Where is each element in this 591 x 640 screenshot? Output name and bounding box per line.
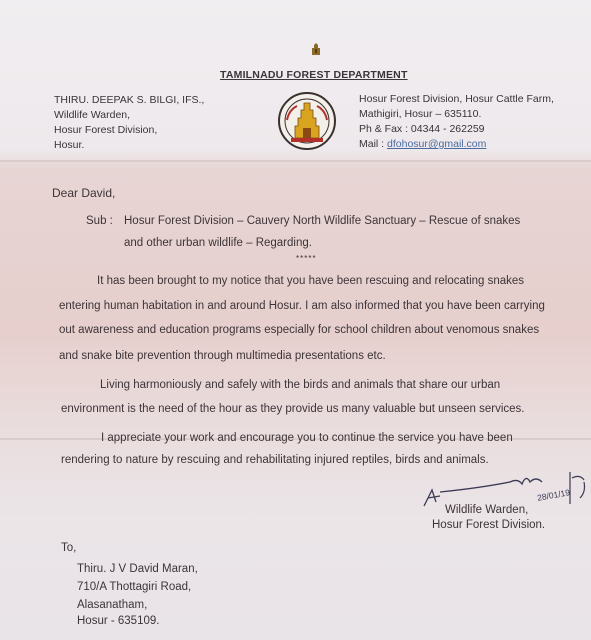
office-mail xyxy=(359,137,554,152)
subject-label: Sub : xyxy=(86,215,113,227)
paragraph-1-line: out awareness and education programs especially for school children about venomous snakes xyxy=(59,324,540,336)
paragraph-3-line: rendering to nature by rescuing and rehabilitating injured reptiles, birds and animals. xyxy=(61,454,489,466)
sender-city: Hosur. xyxy=(54,139,85,151)
sender-designation: Wildlife Warden, xyxy=(54,109,131,121)
separator: ***** xyxy=(296,254,317,263)
recipient-line: Alasanatham, xyxy=(77,599,148,611)
signature-date: 28/01/19 xyxy=(536,487,571,503)
recipient-line: 710/A Thottagiri Road, xyxy=(77,581,192,593)
sender-block xyxy=(54,93,204,153)
office-line-1: Hosur Forest Division, Hosur Cattle Farm, xyxy=(359,93,554,105)
office-address-block xyxy=(359,92,554,152)
office-line-2: Mathigiri, Hosur – 635110. xyxy=(359,108,482,120)
recipient-line: Hosur - 635109. xyxy=(77,615,160,627)
salutation: Dear David, xyxy=(52,186,116,200)
signatory-title: Wildlife Warden, xyxy=(445,504,529,516)
office-phone: Ph & Fax : 04344 - 262259 xyxy=(359,123,485,135)
recipient-line: Thiru. J V David Maran, xyxy=(77,563,198,575)
small-emblem-icon xyxy=(310,42,322,56)
tamilnadu-emblem-icon xyxy=(277,90,337,152)
signatory-division: Hosur Forest Division. xyxy=(432,519,546,531)
department-title: TAMILNADU FOREST DEPARTMENT xyxy=(220,69,408,81)
sender-name: THIRU. DEEPAK S. BILGI, IFS., xyxy=(54,94,205,106)
sender-division: Hosur Forest Division, xyxy=(54,124,158,136)
subject-line-2: and other urban wildlife – Regarding. xyxy=(124,237,312,249)
mail-label: Mail : xyxy=(359,138,388,150)
subject-line-1: Hosur Forest Division – Cauvery North Wildlife Sanctuary – Rescue of snakes xyxy=(124,215,521,227)
paragraph-2-line: environment is the need of the hour as they provide us many valuable but unseen services. xyxy=(61,403,525,415)
paragraph-3-line: I appreciate your work and encourage you to continue the service you have been xyxy=(101,432,513,444)
mail-link[interactable]: dfohosur@gmail.com xyxy=(387,138,487,150)
paragraph-1-line: It has been brought to my notice that you have been rescuing and relocating snakes xyxy=(97,275,525,287)
paragraph-1-line: and snake bite prevention through multimedia presentations etc. xyxy=(59,350,386,362)
paragraph-2-line: Living harmoniously and safely with the birds and animals that share our urban xyxy=(100,379,501,391)
paragraph-1-line: entering human habitation in and around Hosur. I am also informed that you have been carrying xyxy=(59,300,545,312)
paper-fold xyxy=(0,160,591,162)
to-label: To, xyxy=(61,542,77,554)
